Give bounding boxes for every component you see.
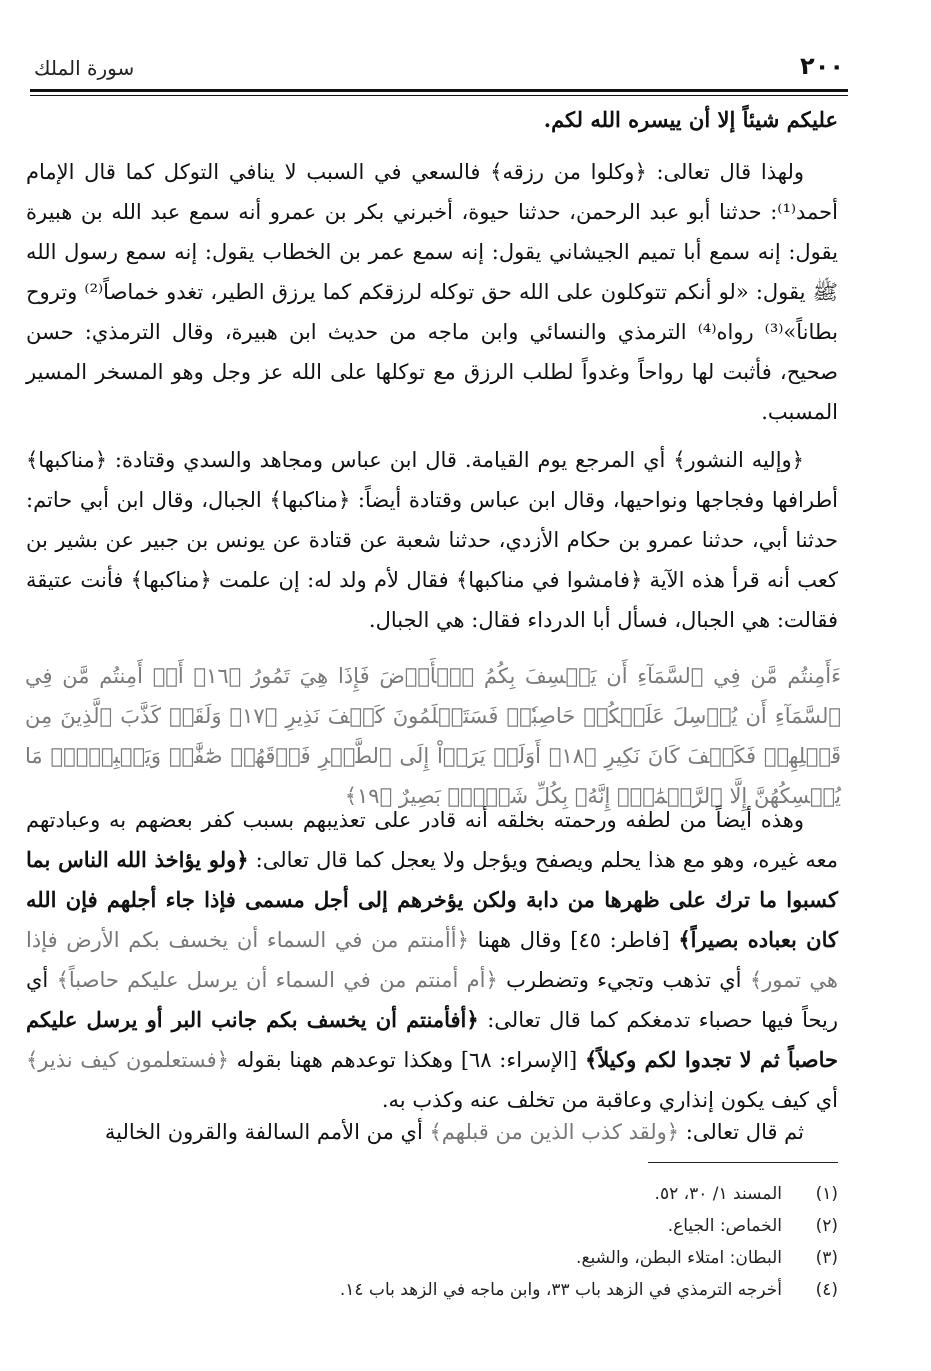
paragraph-4 — [26, 800, 838, 1120]
p4-bold-verse-2: ﴿أفأمنتم أن يخسف بكم جانب البر أو يرسل عليكم حاصباً ثم لا تجدوا لكم وكيلاً﴾ — [26, 1007, 838, 1072]
p4-grey-verse-1: ﴿أأمنتم من في السماء أن يخسف بكم الأرض فإذا هي تمور﴾ — [26, 928, 838, 992]
footnote-number: (٢) — [815, 1216, 838, 1236]
page-header — [30, 52, 848, 88]
p4-mid-2: أي ريحاً فيها حصباء تدمغكم كما قال تعالى: — [26, 968, 839, 1032]
p4-plain: وهذه أيضاً من لطفه ورحمته بخلقه أنه قادر على تعذيبهم بسبب كفر بعضهم به وعبادتهم معه غيره، وهو مع هذا يحلم ويصفح ويؤجل ولا يعجل كما قال تعالى: — [26, 808, 838, 872]
p4-grey-verse-2: ﴿أم أمنتم من في السماء أن يرسل عليكم حاصباً﴾ — [56, 968, 498, 992]
footnote-item — [26, 1178, 838, 1210]
footnote-text: الخماص: الجياع. — [667, 1216, 782, 1236]
paragraph-1 — [26, 100, 838, 140]
paragraph-4-text — [26, 800, 838, 1120]
p4-ref: [فاطر: ٤٥] وقال ههنا — [477, 928, 670, 952]
footnote-separator — [648, 1162, 838, 1163]
p5-start: ثم قال تعالى: — [685, 1120, 804, 1144]
footnote-text: أخرجه الترمذي في الزهد باب ٣٣، وابن ماجه في الزهد باب ١٤. — [339, 1280, 782, 1300]
footnote-text: المسند ١/ ٣٠، ٥٢. — [654, 1184, 782, 1204]
footnote-item — [26, 1242, 838, 1274]
p4-bold-verse: ﴿ولو يؤاخذ الله الناس بما كسبوا ما ترك على ظهرها من دابة ولكن يؤخرهم إلى أجل مسمى فإذا جاء أجلهم فإن الله كان بعباده بصيراً﴾ — [26, 847, 838, 952]
p4-end: أي كيف يكون إنذاري وعاقبة من تخلف عنه وكذب به. — [381, 1088, 838, 1112]
footnote-number: (٣) — [815, 1248, 838, 1268]
footnote-item — [26, 1210, 838, 1242]
paragraph-5-text — [26, 1112, 838, 1152]
p4-mid: أي تذهب وتجيء وتضطرب — [506, 968, 742, 992]
p4-grey-verse-3: ﴿فستعلمون كيف نذير﴾ — [26, 1048, 229, 1072]
header-rule-thick — [30, 89, 848, 92]
footnote-number: (١) — [815, 1184, 838, 1204]
paragraph-3 — [26, 440, 838, 640]
paragraph-2 — [26, 152, 838, 432]
footnote-item — [26, 1274, 838, 1306]
footnotes — [26, 1178, 838, 1306]
footnote-number: (٤) — [815, 1280, 838, 1300]
p4-ref-2: [الإسراء: ٦٨] وهكذا توعدهم ههنا بقوله — [236, 1048, 578, 1072]
page-number: ٢٠٠ — [800, 52, 844, 80]
paragraph-1-text: عليكم شيئاً إلا أن ييسره الله لكم. — [543, 107, 838, 132]
p5-end: أي من الأمم السالفة والقرون الخالية — [104, 1120, 423, 1144]
header-rule-thin — [30, 95, 848, 96]
paragraph-3-text: ﴿وإليه النشور﴾ أي المرجع يوم القيامة. قال ابن عباس ومجاهد والسدي وقتادة: ﴿مناكبها﴾ أطرافها وفجاجها ونواحيها، وقال ابن عباس وقتادة أيضاً: ﴿مناكبها﴾ الجبال، وقال ابن أبي حاتم: حدثنا أبي، حدثنا عمرو بن حكام الأزدي، حدثنا شعبة عن قتادة عن يونس بن جبير عن بشير بن كعب أنه قرأ هذه الآية ﴿فامشوا في مناكبها﴾ فقال لأم ولد له: إن علمت ﴿مناكبها﴾ فأنت عتيقة فقالت: هي الجبال، فسأل أبا الدرداء فقال: هي الجبال. — [26, 448, 838, 632]
p5-grey-verse: ﴿ولقد كذب الذين من قبلهم﴾ — [429, 1120, 680, 1144]
quran-verses-text: ءَأَمِنتُم مَّن فِي ٱلسَّمَآءِ أَن يَخۡسِفَ بِكُمُ ٱلۡأَرۡضَ فَإِذَا هِيَ تَمُورُ ﴿١٦﴾ أَمۡ أَمِنتُم مَّن فِي ٱلسَّمَآءِ أَن يُرۡسِلَ عَلَيۡكُمۡ حَاصِبٗاۖ فَسَتَعۡلَمُونَ كَيۡفَ نَذِيرِ ﴿١٧﴾ وَلَقَدۡ كَذَّبَ ٱلَّذِينَ مِن قَبۡلِهِمۡ فَكَيۡفَ كَانَ نَكِيرِ ﴿١٨﴾ أَوَلَمۡ يَرَوۡاْ إِلَى ٱلطَّيۡرِ فَوۡقَهُمۡ صَٰٓفَّٰتٖ وَيَقۡبِضۡنَۚ مَا يُمۡسِكُهُنَّ إِلَّا ٱلرَّحۡمَٰنُۚ إِنَّهُۥ بِكُلِّ شَيۡءِۢ بَصِيرٌ ﴿١٩﴾ — [25, 664, 841, 808]
quran-verses — [25, 656, 841, 816]
paragraph-2-text: ولهذا قال تعالى: ﴿وكلوا من رزقه﴾ فالسعي في السبب لا ينافي التوكل كما قال الإمام أحمد⁽¹⁾: حدثنا أبو عبد الرحمن، حدثنا حيوة، أخبرني بكر بن عمرو أنه سمع عبد الله بن هبيرة يقول: إنه سمع أبا تميم الجيشاني يقول: إنه سمع عمر بن الخطاب يقول: إنه سمع رسول الله ﷺ يقول: «لو أنكم تتوكلون على الله حق توكله لرزقكم كما يرزق الطير، تغدو خماصاً⁽²⁾ وتروح بطاناً»⁽³⁾ رواه⁽⁴⁾ الترمذي والنسائي وابن ماجه من حديث ابن هبيرة، وقال الترمذي: حسن صحيح، فأثبت لها رواحاً وغدواً لطلب الرزق مع توكلها على الله عز وجل وهو المسخر المسير المسبب. — [26, 160, 838, 424]
footnote-text: البطان: امتلاء البطن، والشبع. — [576, 1248, 782, 1268]
surah-title: سورة الملك — [34, 56, 135, 80]
paragraph-5 — [26, 1112, 838, 1152]
